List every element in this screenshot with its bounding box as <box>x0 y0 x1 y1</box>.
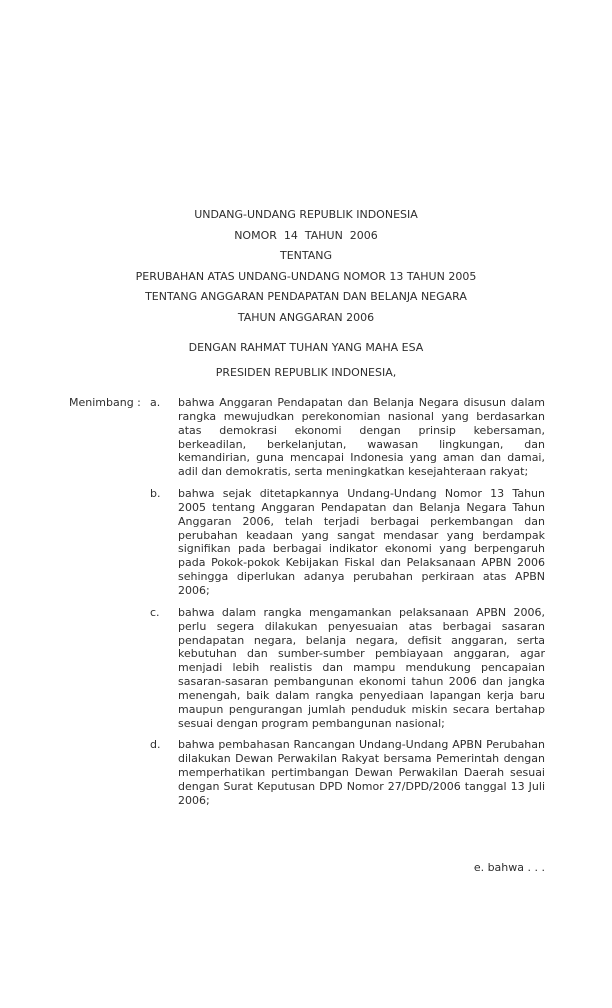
title-line-3: TENTANG <box>279 249 333 263</box>
considering-item-d <box>150 738 545 807</box>
invocation-line: DENGAN RAHMAT TUHAN YANG MAHA ESA <box>188 341 424 354</box>
item-text-c: bahwa dalam rangka mengamankan pelaksanaan APBN 2006, perlu segera dilakukan penyesuaian atas berbagai sasaran pendapatan negara, belanja negara, defisit anggaran, serta kebutuhan dan sumber-sumber pembiayaan anggaran, agar menjadi lebih realistis dan mampu mendukung pencapaian sasaran-sasaran pembangunan ekonomi tahun 2006 dan jangka menengah, baik dalam rangka penyediaan lapangan kerja baru maupun pengurangan jumlah penduduk miskin secara bertahap sesuai dengan program pembangunan nasional; <box>178 605 545 730</box>
considering-section <box>69 396 545 816</box>
title-line-5: TENTANG ANGGARAN PENDAPATAN DAN BELANJA NEGARA <box>145 290 467 304</box>
document-title-block <box>0 205 612 329</box>
item-text-b: bahwa sejak ditetapkannya Undang-Undang Nomor 13 Tahun 2005 tentang Anggaran Pendapatan dan Belanja Negara Tahun Anggaran 2006, telah terjadi berbagai perkembangan dan perubahan keadaan yang sangat mendasar yang berdampak signifikan pada berbagai indikator ekonomi yang berpengaruh pada Pokok-pokok Kebijakan Fiskal dan Pelaksanaan APBN 2006 sehingga diperlukan adanya perubahan perkiraan atas APBN 2006; <box>178 487 545 597</box>
considering-item-b <box>150 487 545 598</box>
item-text-d: bahwa pembahasan Rancangan Undang-Undang APBN Perubahan dilakukan Dewan Perwakilan Rakyat bersama Pemerintah dengan memperhatikan pertimbangan Dewan Perwakilan Daerah sesuai dengan Surat Keputusan DPD Nomor 27/DPD/2006 tanggal 13 Juli 2006; <box>178 738 545 807</box>
item-letter-d: d. <box>150 738 161 752</box>
item-letter-b: b. <box>150 487 161 501</box>
considering-items <box>150 396 545 808</box>
title-line-4: PERUBAHAN ATAS UNDANG-UNDANG NOMOR 13 TAHUN 2005 <box>135 269 477 283</box>
title-line-2: NOMOR 14 TAHUN 2006 <box>234 228 378 242</box>
title-line-6: TAHUN ANGGARAN 2006 <box>237 310 375 324</box>
considering-label: Menimbang : <box>69 396 141 409</box>
page-catchword: e. bahwa . . . <box>473 861 545 874</box>
item-text-a: bahwa Anggaran Pendapatan dan Belanja Negara disusun dalam rangka mewujudkan perekonomian nasional yang berdasarkan atas demokrasi ekonomi dengan prinsip kebersaman, berkeadilan, berkelanjutan, wawasan lingkungan, dan kemandirian, guna mencapai Indonesia yang aman dan damai, adil dan demokratis, serta meningkatkan kesejahteraan rakyat; <box>178 396 545 479</box>
considering-item-a <box>150 396 545 479</box>
item-letter-a: a. <box>150 396 161 409</box>
considering-item-c <box>150 606 545 731</box>
item-letter-c: c. <box>150 605 160 619</box>
title-line-1: UNDANG-UNDANG REPUBLIK INDONESIA <box>194 208 418 221</box>
authority-line: PRESIDEN REPUBLIK INDONESIA, <box>215 366 397 379</box>
